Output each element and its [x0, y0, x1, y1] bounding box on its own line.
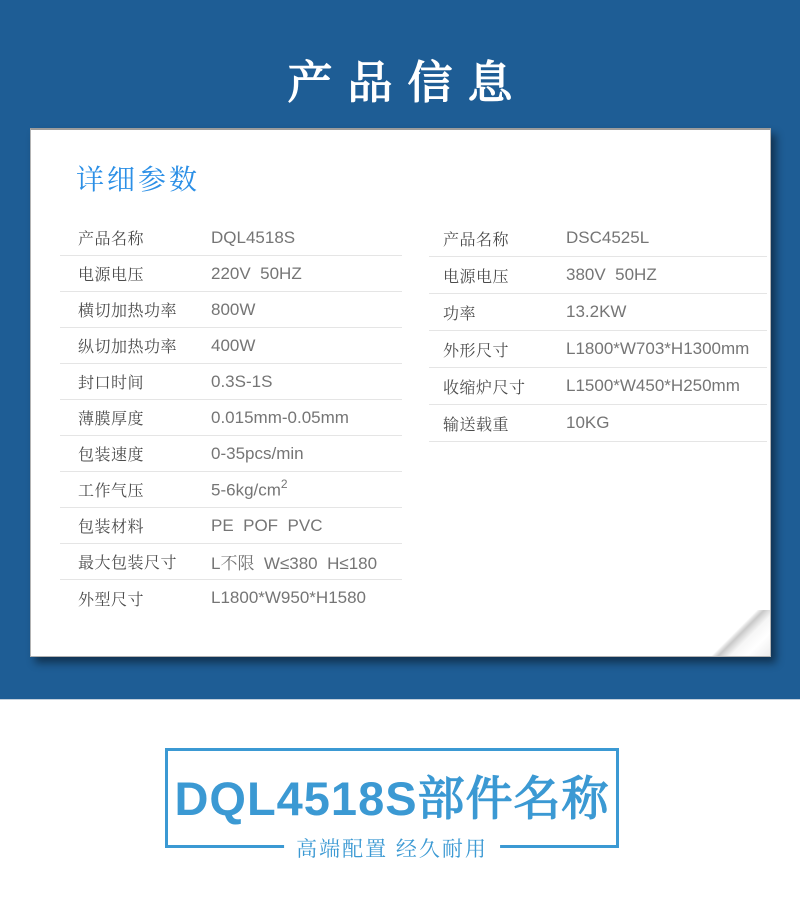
param-value: 0.015mm-0.05mm: [211, 407, 349, 427]
spec-card: [30, 128, 771, 657]
param-value: 13.2KW: [566, 302, 627, 321]
table-row: [429, 331, 767, 368]
table-row: [429, 368, 767, 405]
param-label: 产品名称: [443, 231, 510, 249]
param-value: $5-6kg/cm^2$: [211, 477, 288, 500]
page-title: 产品信息: [287, 57, 528, 108]
table-row: [60, 436, 402, 472]
table-row: [60, 220, 402, 256]
table-row: [60, 472, 402, 508]
param-value: 220V 50HZ: [211, 263, 302, 283]
table-row: [429, 294, 767, 331]
param-label: 外形尺寸: [443, 342, 510, 360]
table-row: [60, 508, 402, 544]
parts-title-box: [165, 748, 619, 861]
param-label: 封口时间: [78, 375, 145, 392]
table-row: [429, 220, 767, 257]
table-row: [60, 364, 402, 400]
param-value: 10KG: [566, 413, 610, 432]
param-value: L不限 W≤380 H≤180: [211, 554, 378, 573]
param-label: 工作气压: [78, 483, 145, 500]
table-row: [60, 256, 402, 292]
param-label: 收缩炉尺寸: [443, 379, 526, 397]
param-value: DSC4525L: [566, 228, 650, 247]
superscript: 2: [280, 477, 288, 492]
param-label: 最大包装尺寸: [78, 555, 178, 572]
param-label: 包装速度: [78, 447, 145, 464]
param-value: 800W: [211, 299, 256, 319]
param-value: 0-35pcs/min: [211, 443, 304, 463]
param-value: PE POF PVC: [211, 515, 323, 535]
param-label: 电源电压: [443, 268, 510, 286]
page-curl-corner: [698, 610, 770, 656]
param-label: 输送载重: [443, 416, 510, 434]
table-row: [60, 400, 402, 436]
table-row: [60, 328, 402, 364]
param-label: 电源电压: [78, 267, 145, 284]
table-row: [60, 580, 402, 616]
parts-subtitle: 高端配置 经久耐用: [284, 833, 500, 863]
param-label: 横切加热功率: [78, 303, 178, 320]
param-label: 外型尺寸: [78, 591, 145, 609]
param-label: 薄膜厚度: [78, 411, 145, 428]
param-label: 产品名称: [78, 231, 145, 248]
parts-title: DQL4518S部件名称: [174, 771, 610, 825]
param-label: 包装材料: [78, 519, 145, 536]
param-label: 纵切加热功率: [78, 339, 178, 356]
spec-table-left: [60, 220, 402, 616]
table-row: [60, 292, 402, 328]
param-label: 功率: [443, 305, 477, 323]
section-title: 详细参数: [76, 164, 201, 195]
param-value: L1800*W950*H1580: [211, 588, 367, 607]
param-value: 380V 50HZ: [566, 265, 657, 284]
table-row: [60, 544, 402, 580]
param-value: 0.3S-1S: [211, 371, 273, 391]
param-value: L1800*W703*H1300mm: [566, 339, 750, 358]
spec-table-right: [429, 220, 767, 442]
table-row: [429, 257, 767, 294]
table-row: [429, 405, 767, 442]
param-value: L1500*W450*H250mm: [566, 376, 740, 395]
param-value: DQL4518S: [211, 227, 296, 247]
param-value: 400W: [211, 335, 256, 355]
